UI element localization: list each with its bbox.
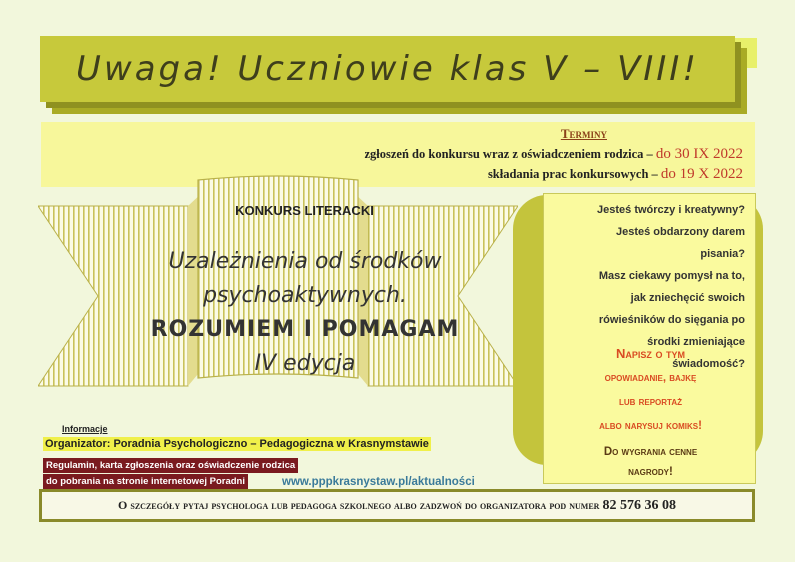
contact-message: O szczegóły pytaj psychologa lub pedagoga szkolnego albo zadzwoń do organizatora pod numer — [118, 497, 600, 512]
question-line: środki zmieniające — [647, 336, 745, 348]
regulations-line-2: do pobrania na stronie internetowej Poradni — [43, 474, 248, 489]
registration-date: do 30 IX 2022 — [655, 146, 743, 162]
banner-tab — [735, 38, 757, 68]
panel-prize — [544, 442, 757, 482]
contest-title-line: ROZUMIEM I POMAGAM — [150, 317, 460, 342]
contest-title-line: psychoaktywnych. — [203, 283, 407, 308]
terms-line-registration — [365, 146, 744, 163]
title-banner — [40, 36, 735, 102]
contact-text — [118, 498, 676, 514]
cta-line: opowiadanie, bajkę — [604, 372, 697, 384]
info-heading: Informacje — [62, 424, 108, 434]
question-line: rówieśników do sięgania po — [598, 314, 745, 326]
cta-line: albo narysuj komiks! — [599, 420, 702, 432]
website-link[interactable]: www.pppkrasnystaw.pl/aktualności — [282, 476, 475, 488]
terms-line-submission — [488, 166, 743, 183]
ribbon-label: KONKURS LITERACKI — [235, 203, 374, 218]
prize-line: nagrody! — [628, 466, 673, 478]
cta-line: Napisz o tym — [615, 346, 686, 361]
question-line: Jesteś obdarzony darem — [616, 226, 745, 238]
creativity-panel — [543, 193, 756, 484]
submission-text: składania prac konkursowych – — [487, 167, 658, 181]
phone-number: 82 576 36 08 — [602, 497, 676, 513]
question-line: Jesteś twórczy i kreatywny? — [597, 204, 745, 216]
contest-title-line: Uzależnienia od środków — [168, 249, 442, 274]
cta-line: lub reportaż — [618, 396, 683, 408]
contact-bar — [39, 489, 755, 522]
organizer-label: Organizator: Poradnia Psychologiczno – Pedagogiczna w Krasnymstawie — [45, 438, 429, 450]
banner-title: Uwaga! Uczniowie klas V – VIII! — [76, 49, 699, 89]
submission-date: do 19 X 2022 — [660, 166, 743, 182]
regulations-line-1: Regulamin, karta zgłoszenia oraz oświadczenie rodzica — [43, 458, 298, 473]
registration-text: zgłoszeń do konkursu wraz z oświadczeniem rodzica – — [364, 147, 653, 161]
question-line: jak zniechęcić swoich — [630, 292, 745, 304]
question-line: Masz ciekawy pomysł na to, — [598, 270, 745, 282]
contest-edition: IV edycja — [254, 351, 356, 376]
panel-call-to-action — [544, 342, 757, 438]
prize-line: Do wygrania cenne — [603, 446, 698, 458]
contest-title — [120, 245, 490, 381]
question-line: pisania? — [700, 248, 745, 260]
question-line: świadomość? — [672, 358, 745, 370]
terms-heading: Terminy — [560, 126, 607, 141]
